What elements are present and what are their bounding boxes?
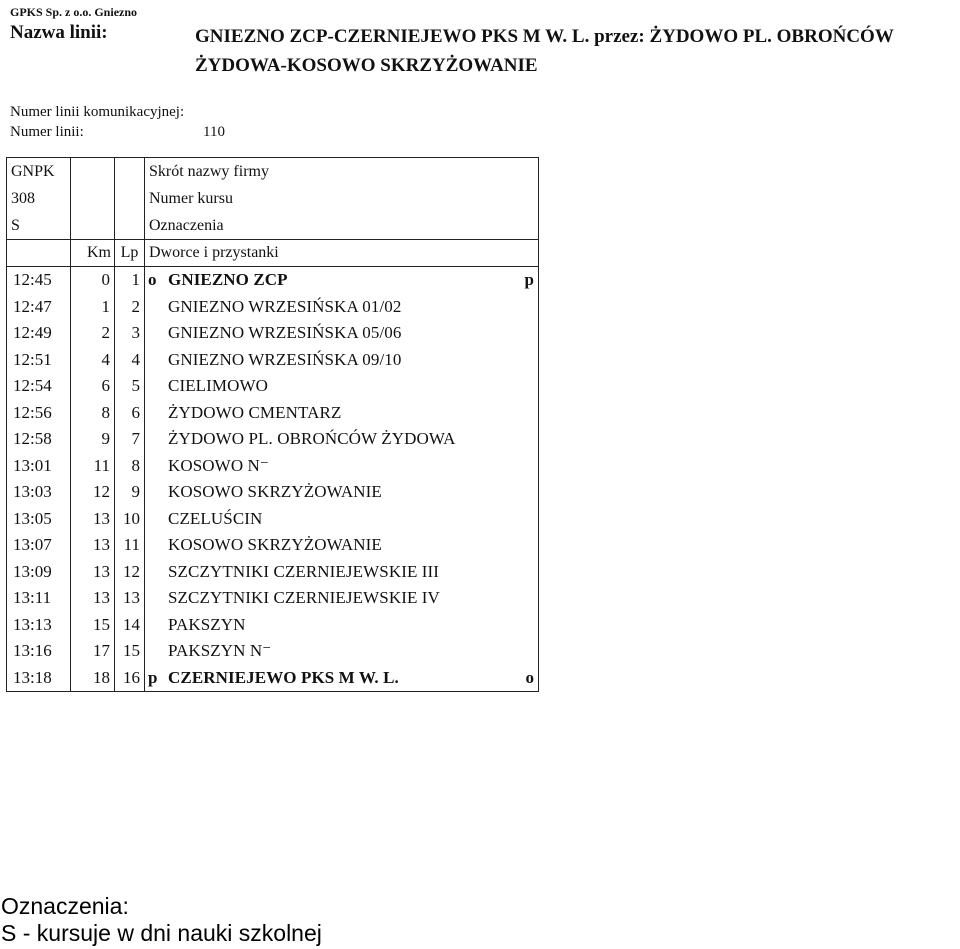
stop-cell (145, 638, 539, 665)
markings-label: Oznaczenia (145, 212, 539, 240)
stop-index: 10 (115, 506, 145, 533)
firm-code: GNPK (7, 158, 71, 186)
stop-name: GNIEZNO WRZESIŃSKA 01/02 (168, 296, 402, 316)
stop-remark: p (524, 270, 534, 289)
line-name-part-2: ŻYDOWA-KOSOWO SKRZYŻOWANIE (195, 55, 538, 76)
line-name-part-1: GNIEZNO ZCP-CZERNIEJEWO PKS M W. L. przez: ŻYDOWO PL. OBROŃCÓW (195, 26, 894, 47)
distance-km: 13 (71, 532, 115, 559)
stop-cell (145, 479, 539, 506)
distance-km: 17 (71, 638, 115, 665)
stop-cell (145, 400, 539, 427)
departure-time: 13:11 (7, 585, 71, 612)
legend-title: Oznaczenia: (1, 893, 129, 919)
stop-name: CZELUŚCIN (168, 508, 263, 528)
distance-km: 13 (71, 585, 115, 612)
distance-km: 18 (71, 665, 115, 692)
table-row (7, 612, 539, 639)
stop-remark: o (525, 667, 534, 687)
stop-cell (145, 453, 539, 480)
stop-cell (145, 506, 539, 533)
stop-cell (145, 612, 539, 639)
stop-index: 1 (115, 267, 145, 294)
stop-index: 4 (115, 347, 145, 374)
stop-name: ŻYDOWO CMENTARZ (168, 402, 342, 422)
table-row (7, 373, 539, 400)
stop-marker: o (148, 270, 157, 290)
departure-time: 12:49 (7, 320, 71, 347)
departure-time: 12:56 (7, 400, 71, 427)
comm-line-number-label: Numer linii komunikacyjnej: (10, 104, 185, 120)
stop-index: 13 (115, 585, 145, 612)
stop-index: 5 (115, 373, 145, 400)
stop-cell (145, 426, 539, 453)
stop-index: 15 (115, 638, 145, 665)
departure-time: 13:16 (7, 638, 71, 665)
table-row (7, 453, 539, 480)
distance-km: 2 (71, 320, 115, 347)
distance-km: 1 (71, 294, 115, 321)
lp-header: Lp (115, 240, 145, 267)
stop-index: 12 (115, 559, 145, 586)
departure-time: 13:18 (7, 665, 71, 692)
course-row (7, 185, 539, 212)
column-header-row (7, 240, 539, 267)
stop-cell (145, 320, 539, 347)
stop-name: CZERNIEJEWO PKS M W. L. (168, 667, 399, 687)
line-name-label: Nazwa linii: (10, 22, 108, 43)
stop-name: SZCZYTNIKI CZERNIEJEWSKIE IV (168, 588, 440, 608)
company-name: GPKS Sp. z o.o. Gniezno (10, 5, 138, 19)
table-row (7, 506, 539, 533)
departure-time: 12:47 (7, 294, 71, 321)
table-row (7, 559, 539, 586)
stop-index: 14 (115, 612, 145, 639)
stop-cell (145, 347, 539, 374)
line-name (195, 22, 960, 80)
course-label: Numer kursu (145, 185, 539, 212)
course-marking: S (7, 212, 71, 240)
stop-cell (145, 665, 539, 692)
stop-cell (145, 532, 539, 559)
table-row (7, 638, 539, 665)
table-row (7, 665, 539, 692)
table-row (7, 294, 539, 321)
departure-time: 12:58 (7, 426, 71, 453)
departure-time: 13:05 (7, 506, 71, 533)
stop-cell (145, 267, 539, 294)
legend (1, 893, 322, 947)
departure-time: 12:45 (7, 267, 71, 294)
stop-index: 9 (115, 479, 145, 506)
departure-time: 13:07 (7, 532, 71, 559)
comm-line-number (10, 104, 184, 121)
stop-index: 7 (115, 426, 145, 453)
distance-km: 8 (71, 400, 115, 427)
stop-name: GNIEZNO WRZESIŃSKA 09/10 (168, 349, 402, 369)
stop-cell (145, 559, 539, 586)
distance-km: 9 (71, 426, 115, 453)
stop-marker: p (148, 667, 158, 687)
marking-row (7, 212, 539, 240)
distance-km: 15 (71, 612, 115, 639)
stop-name: KOSOWO N⁻ (168, 455, 270, 475)
departure-time: 12:54 (7, 373, 71, 400)
departure-time: 13:09 (7, 559, 71, 586)
stop-name: CIELIMOWO (168, 376, 269, 396)
stop-cell (145, 294, 539, 321)
stop-name: ŻYDOWO PL. OBROŃCÓW ŻYDOWA (168, 429, 456, 449)
stop-name: KOSOWO SKRZYŻOWANIE (168, 482, 382, 502)
departure-time: 13:01 (7, 453, 71, 480)
table-row (7, 267, 539, 294)
distance-km: 13 (71, 506, 115, 533)
firm-label: Skrót nazwy firmy (145, 158, 539, 186)
stop-index: 11 (115, 532, 145, 559)
table-row (7, 479, 539, 506)
stop-name: GNIEZNO WRZESIŃSKA 05/06 (168, 323, 402, 343)
stop-name: KOSOWO SKRZYŻOWANIE (168, 535, 382, 555)
stop-cell (145, 585, 539, 612)
table-row (7, 400, 539, 427)
table-row (7, 320, 539, 347)
stop-name: PAKSZYN (168, 614, 246, 634)
stop-name: GNIEZNO ZCP (168, 270, 288, 290)
distance-km: 0 (71, 267, 115, 294)
stop-index: 6 (115, 400, 145, 427)
stop-cell (145, 373, 539, 400)
stop-index: 16 (115, 665, 145, 692)
line-number-label: Numer linii: (10, 124, 84, 140)
legend-line: S - kursuje w dni nauki szkolnej (1, 920, 322, 946)
km-header: Km (71, 240, 115, 267)
line-number-value: 110 (203, 124, 225, 140)
departure-time: 13:13 (7, 612, 71, 639)
firm-row (7, 158, 539, 186)
table-row (7, 426, 539, 453)
distance-km: 12 (71, 479, 115, 506)
stop-name: PAKSZYN N⁻ (168, 641, 272, 661)
distance-km: 11 (71, 453, 115, 480)
course-number: 308 (7, 185, 71, 212)
distance-km: 4 (71, 347, 115, 374)
stop-name: SZCZYTNIKI CZERNIEJEWSKIE III (168, 561, 440, 581)
stop-index: 2 (115, 294, 145, 321)
stop-index: 8 (115, 453, 145, 480)
table-row (7, 585, 539, 612)
stops-header: Dworce i przystanki (145, 240, 539, 267)
departure-time: 13:03 (7, 479, 71, 506)
timetable (6, 157, 539, 692)
stop-index: 3 (115, 320, 145, 347)
distance-km: 13 (71, 559, 115, 586)
table-row (7, 347, 539, 374)
line-number (10, 124, 225, 141)
table-row (7, 532, 539, 559)
departure-time: 12:51 (7, 347, 71, 374)
distance-km: 6 (71, 373, 115, 400)
